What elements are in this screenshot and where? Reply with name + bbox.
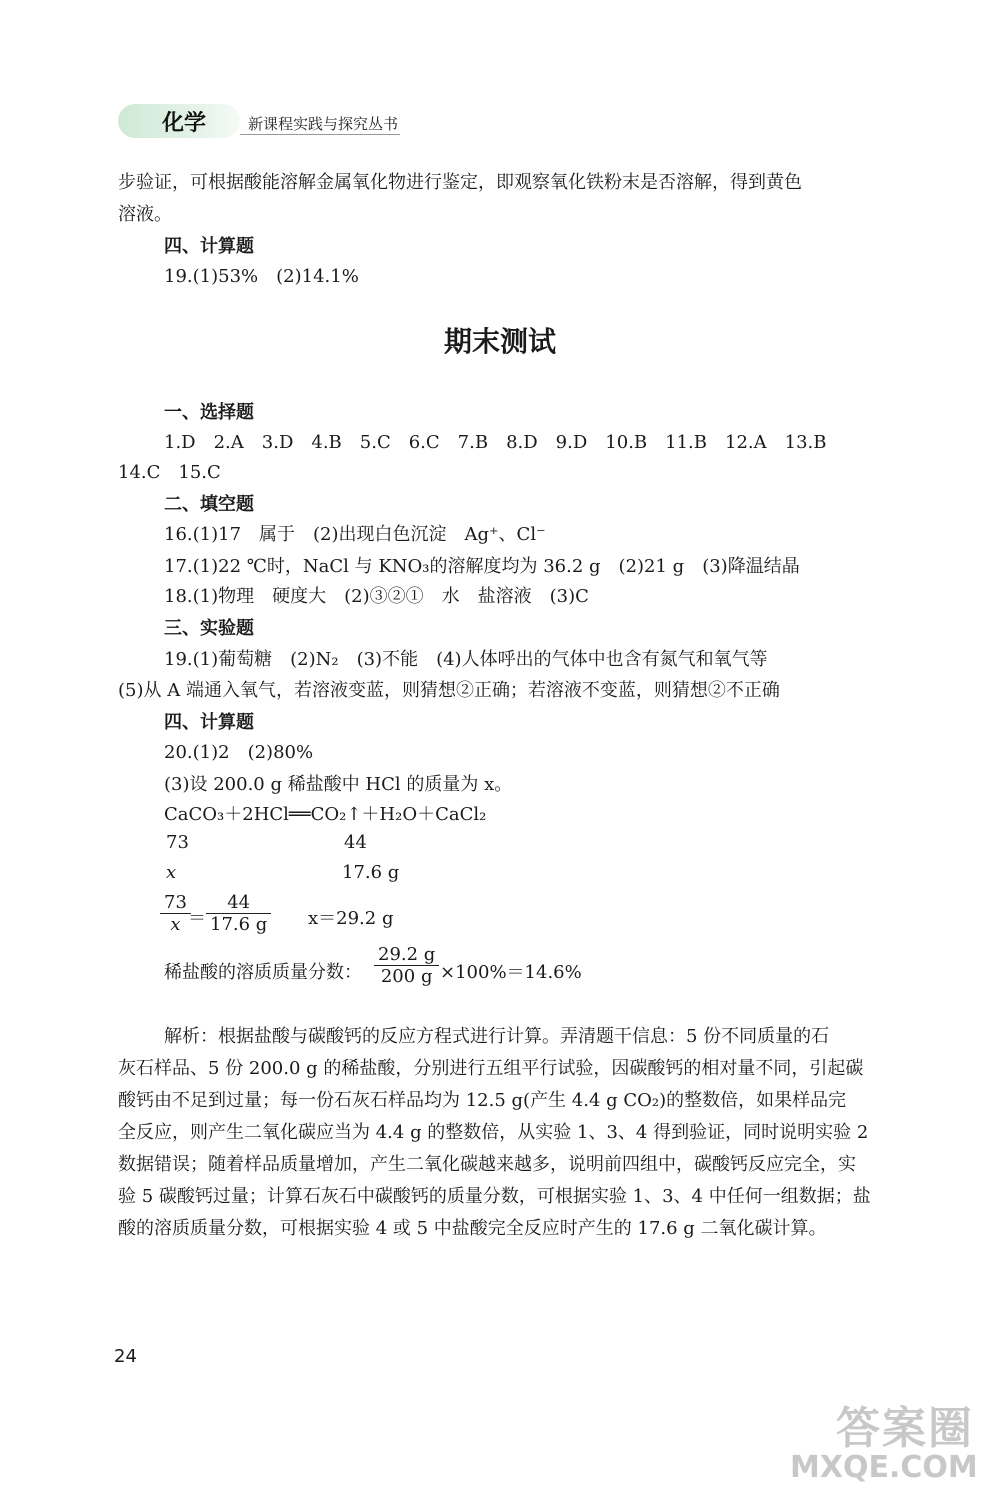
watermark-url: MXQE.COM <box>790 1450 978 1485</box>
calc-setup: (3)设 200.0 g 稀盐酸中 HCl 的质量为 x。 <box>164 774 513 795</box>
fraction-numerator: 73 <box>160 892 191 914</box>
ratio-left-bottom: x <box>166 862 177 883</box>
analysis-line-4: 全反应，则产生二氧化碳应当为 4.4 g 的整数倍，从实验 1、3、4 得到验证，同时说明实验 2 <box>118 1122 869 1143</box>
experiment-q19-line-1: 19.(1)葡萄糖 (2)N₂ (3)不能 (4)人体呼出的气体中也含有氮气和氧气等 <box>164 649 768 670</box>
fraction-44-over-17-6 <box>206 892 271 935</box>
ratio-left-top: 73 <box>166 832 189 853</box>
fraction-numerator: 29.2 g <box>374 944 439 966</box>
x-result: x＝29.2 g <box>308 908 394 929</box>
choice-heading: 一、选择题 <box>164 402 254 423</box>
chemical-equation: CaCO₃＋2HCl══CO₂↑＋H₂O＋CaCl₂ <box>164 804 487 825</box>
page-header <box>118 104 418 140</box>
header-divider <box>240 134 400 135</box>
fraction-73-over-x <box>160 892 191 935</box>
ratio-right-top: 44 <box>344 832 367 853</box>
ratio-right-bottom: 17.6 g <box>342 862 400 883</box>
choice-answers-2: 14.C 15.C <box>118 462 221 483</box>
page-title: 期末测试 <box>443 325 556 358</box>
calc-heading: 四、计算题 <box>164 712 254 733</box>
fraction-equals-sign: ＝ <box>188 908 206 929</box>
fraction-numerator: 44 <box>206 892 271 914</box>
calc-q20: 20.(1)2 (2)80% <box>164 742 314 763</box>
intro-line-1: 步验证，可根据酸能溶解金属氧化物进行鉴定，即观察氧化铁粉末是否溶解，得到黄色 <box>118 172 802 193</box>
fill-q16: 16.(1)17 属于 (2)出现白色沉淀 Ag⁺、Cl⁻ <box>164 524 546 545</box>
experiment-q19-line-2: (5)从 A 端通入氧气，若溶液变蓝，则猜想②正确；若溶液不变蓝，则猜想②不正确 <box>118 680 780 701</box>
fraction-denominator: 200 g <box>380 966 433 987</box>
fill-heading: 二、填空题 <box>164 494 254 515</box>
fill-q18: 18.(1)物理 硬度大 (2)③②① 水 盐溶液 (3)C <box>164 586 589 607</box>
mass-fraction-result: ×100%＝14.6% <box>440 962 582 983</box>
prev-calc-heading: 四、计算题 <box>164 236 254 257</box>
choice-answers-1: 1.D 2.A 3.D 4.B 5.C 6.C 7.B 8.D 9.D 10.B 11.B 12.A 13.B <box>164 432 827 453</box>
analysis-line-1: 解析：根据盐酸与碳酸钙的反应方程式进行计算。弄清题干信息：5 份不同质量的石 <box>164 1026 830 1047</box>
watermark-logo <box>790 1392 990 1488</box>
analysis-line-6: 验 5 碳酸钙过量；计算石灰石中碳酸钙的质量分数，可根据实验 1、3、4 中任何一组数据；盐 <box>118 1186 871 1207</box>
subject-label: 化学 <box>162 111 207 136</box>
fraction-mass <box>374 944 439 987</box>
fraction-denominator: 17.6 g <box>210 914 268 935</box>
analysis-line-7: 酸的溶质质量分数，可根据实验 4 或 5 中盐酸完全反应时产生的 17.6 g 二氧化碳计算。 <box>118 1218 827 1239</box>
analysis-line-3: 酸钙由不足到过量；每一份石灰石样品均为 12.5 g(产生 4.4 g CO₂)的整数倍，如果样品完 <box>118 1090 847 1111</box>
analysis-line-5: 数据错误；随着样品质量增加，产生二氧化碳越来越多，说明前四组中，碳酸钙反应完全，实 <box>118 1154 856 1175</box>
page-number: 24 <box>114 1346 137 1367</box>
watermark-text: 答案圈 <box>836 1403 974 1454</box>
experiment-heading: 三、实验题 <box>164 618 254 639</box>
prev-calc-answer: 19.(1)53% (2)14.1% <box>164 266 359 287</box>
intro-line-2: 溶液。 <box>118 204 172 225</box>
mass-fraction-label: 稀盐酸的溶质质量分数： <box>164 962 362 983</box>
fraction-denominator: x <box>170 914 181 935</box>
fill-q17: 17.(1)22 ℃时，NaCl 与 KNO₃的溶解度均为 36.2 g (2)21 g (3)降温结晶 <box>164 556 800 577</box>
analysis-line-2: 灰石样品、5 份 200.0 g 的稀盐酸，分别进行五组平行试验，因碳酸钙的相对量不同，引起碳 <box>118 1058 864 1079</box>
series-title: 新课程实践与探究丛书 <box>248 115 399 133</box>
